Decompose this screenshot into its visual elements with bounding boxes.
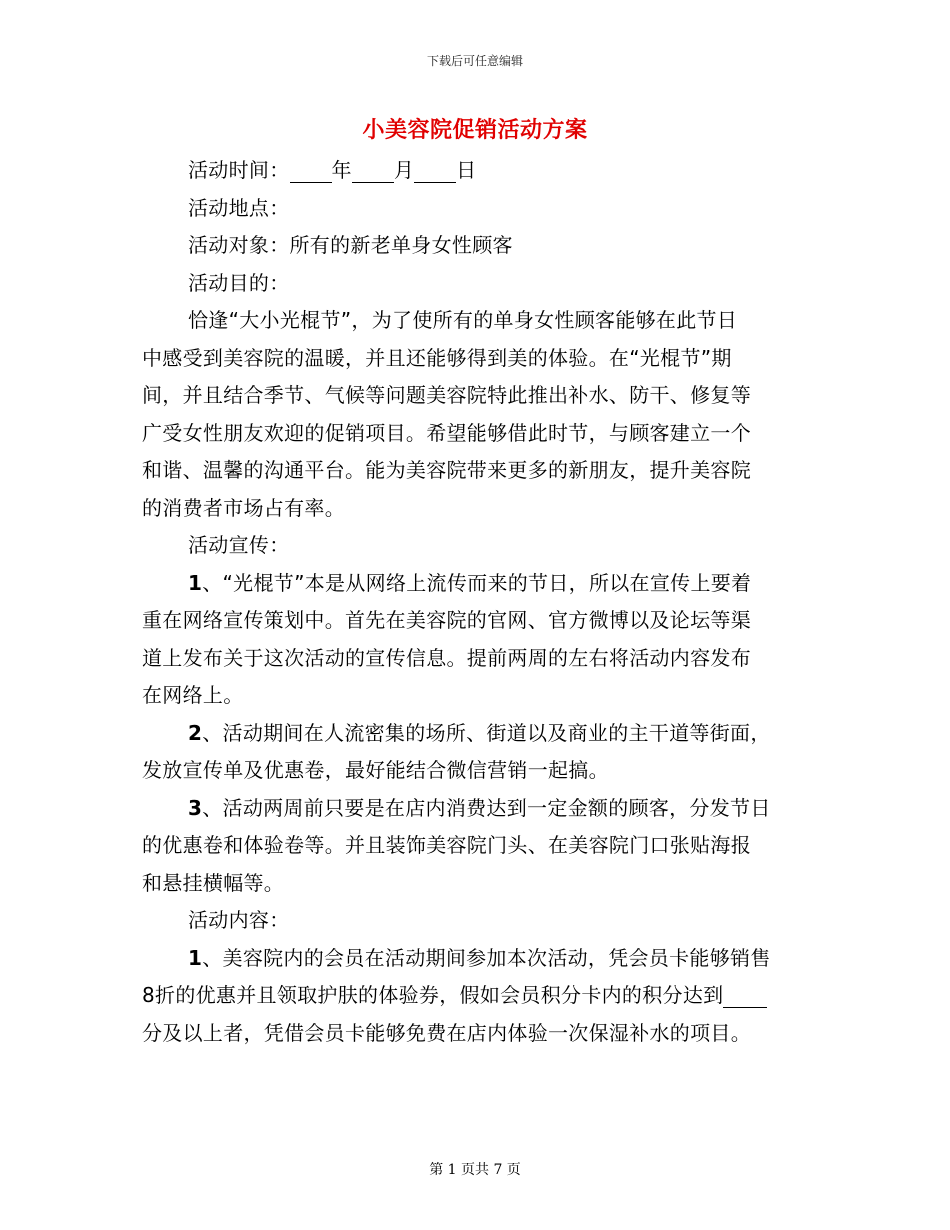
month-label: 月 [393, 158, 415, 182]
promo-item-3 [142, 790, 808, 903]
promo-number: 3 [188, 795, 203, 820]
header-note: 下载后可任意编辑 [426, 54, 523, 68]
purpose-line: 的消费者市场占有率。 [142, 495, 345, 520]
content-item-1 [142, 940, 808, 1053]
promo-line: 道上发布关于这次活动的宣传信息。提前两周的左右将活动内容发布 [142, 645, 751, 670]
page-footer: 第 1 页共 7 页 [429, 1162, 521, 1178]
content-line [142, 977, 808, 1015]
day-blank [414, 160, 456, 183]
purpose-line: 广受女性朋友欢迎的促销项目。希望能够借此时节，与顾客建立一个 [142, 420, 751, 445]
purpose-paragraph [142, 302, 808, 527]
promo-number: 1 [188, 570, 203, 595]
promo-item-1 [142, 565, 808, 715]
day-label: 日 [456, 158, 477, 182]
promo-line: 重在网络宣传策划中。首先在美容院的官网、官方微博以及论坛等渠 [142, 608, 751, 632]
promo-line: 发放宣传单及优惠卷，最好能结合微信营销一起搞。 [142, 758, 609, 782]
activity-purpose-heading: 活动目的： [188, 270, 290, 295]
purpose-line: 中感受到美容院的温暖，并且还能够得到美的体验。在“光棍节”期 [142, 345, 732, 370]
content-line [142, 940, 808, 978]
content-number: 1 [188, 945, 203, 970]
document-body [142, 152, 808, 1052]
promo-line: 和悬挂横幅等。 [142, 870, 285, 895]
promo-text: 、活动期间在人流密集的场所、街道以及商业的主干道等街面， [202, 720, 771, 745]
promo-line [142, 565, 808, 603]
activity-time-label: 活动时间： [188, 158, 290, 182]
promo-text: 、活动两周前只要是在店内消费达到一定金额的顾客，分发节日 [202, 795, 771, 820]
document-title: 小美容院促销活动方案 [362, 118, 588, 143]
month-blank [352, 160, 394, 183]
content-text: 8折的优惠并且领取护肤的体验券，假如会员积分卡内的积分达到 [142, 983, 724, 1007]
promo-line [142, 715, 808, 753]
promo-line: 在网络上。 [142, 683, 244, 707]
purpose-line: 恰逢“大小光棍节”，为了使所有的单身女性顾客能够在此节日 [188, 308, 738, 332]
content-text: 、美容院内的会员在活动期间参加本次活动，凭会员卡能够销售 [202, 945, 771, 970]
content-line: 分及以上者，凭借会员卡能够免费在店内体验一次保湿补水的项目。 [142, 1020, 751, 1045]
purpose-line: 间，并且结合季节、气候等问题美容院特此推出补水、防干、修复等 [142, 383, 751, 407]
activity-time-line [142, 152, 808, 190]
promo-heading: 活动宣传： [188, 533, 290, 557]
promo-text: 、“光棍节”本是从网络上流传而来的节日，所以在宣传上要着 [202, 570, 752, 595]
activity-place-line: 活动地点： [188, 195, 290, 220]
promo-line [142, 790, 808, 828]
promo-number: 2 [188, 720, 203, 745]
content-heading: 活动内容： [188, 908, 290, 932]
promo-line: 的优惠卷和体验卷等。并且装饰美容院门头、在美容院门口张贴海报 [142, 833, 751, 857]
year-label: 年 [331, 158, 352, 182]
purpose-line: 和谐、温馨的沟通平台。能为美容院带来更多的新朋友，提升美容院 [142, 458, 751, 482]
points-blank [723, 985, 767, 1008]
year-blank [290, 160, 332, 183]
activity-target-line: 活动对象：所有的新老单身女性顾客 [188, 233, 513, 257]
promo-item-2 [142, 715, 808, 790]
